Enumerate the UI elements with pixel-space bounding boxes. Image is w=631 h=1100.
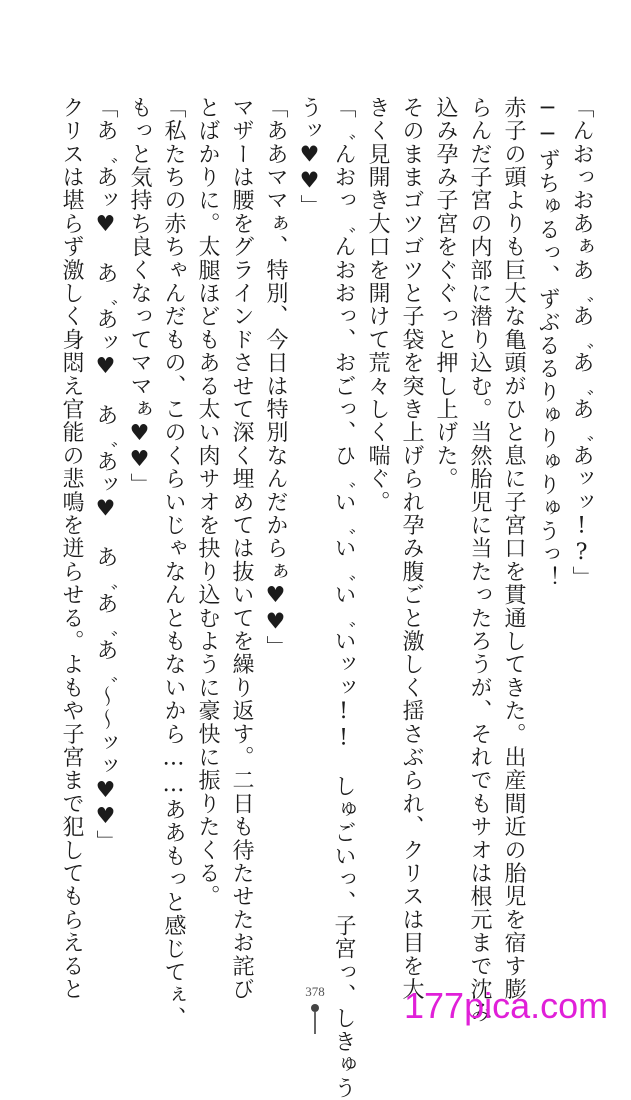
page-marker-dot bbox=[311, 1004, 319, 1012]
text-line: きく見開き大口を開けて荒々しく喘ぐ。 bbox=[365, 96, 390, 514]
text-line: クリスは堪らず激しく身悶え官能の悲鳴を迸らせる。よもや子宮まで犯してもらえると bbox=[59, 96, 84, 1001]
text-line: 「んおっおあぁあ゛あ゛あ゛あ゛あッッ!?」 bbox=[569, 96, 594, 590]
page-marker-line bbox=[314, 1012, 316, 1034]
text-line: そのままゴツゴツと子袋を突き上げられ孕み腹ごと激しく揺さぶられ、クリスは目を大 bbox=[399, 96, 424, 1001]
text-line: 「あ゛あッ♥ あ゛あッ♥ あ゛あッ♥ あ゛あ゛あ゛〜〜ッッ♥♥」 bbox=[93, 96, 118, 854]
page-number: 378 bbox=[305, 984, 325, 999]
text-line: 「私たちの赤ちゃんだもの、このくらいじゃなんともないから……ああもっと感じてぇ、 bbox=[161, 96, 186, 1030]
text-line: 赤子の頭よりも巨大な亀頭がひと息に子宮口を貫通してきた。出産間近の胎児を宿す膨 bbox=[501, 96, 526, 1001]
text-line: ──ずちゅるっ、ずぶるるりゅりゅりゅうっ！ bbox=[535, 96, 560, 590]
text-line: マザーは腰をグラインドさせて深く埋めては抜いてを繰り返す。二日も待たせたお詫び bbox=[229, 96, 254, 1001]
text-line: 「ああママぁ、特別、今日は特別なんだからぁ♥♥」 bbox=[263, 96, 288, 659]
text-line: もっと気持ち良くなってママぁ♥♥」 bbox=[127, 96, 152, 497]
text-line: 込み孕み子宮をぐぐっと押し上げた。 bbox=[433, 96, 458, 491]
text-line: うッ♥♥」 bbox=[297, 96, 322, 218]
text-line: とばかりに。太腿ほどもある太い肉サオを抉り込むように豪快に振りたくる。 bbox=[195, 96, 220, 908]
text-line: らんだ子宮の内部に潜り込む。当然胎児に当たったろうが、それでもサオは根元まで沈み bbox=[467, 96, 492, 1024]
text-line: 「゛んおっ゛んおおっ、おごっ、ひ゛い゛い゛い゛いッッ!! しゅごいっ、子宮っ、しきゅう bbox=[331, 96, 356, 1100]
watermark: 177pica.com bbox=[404, 985, 609, 1026]
